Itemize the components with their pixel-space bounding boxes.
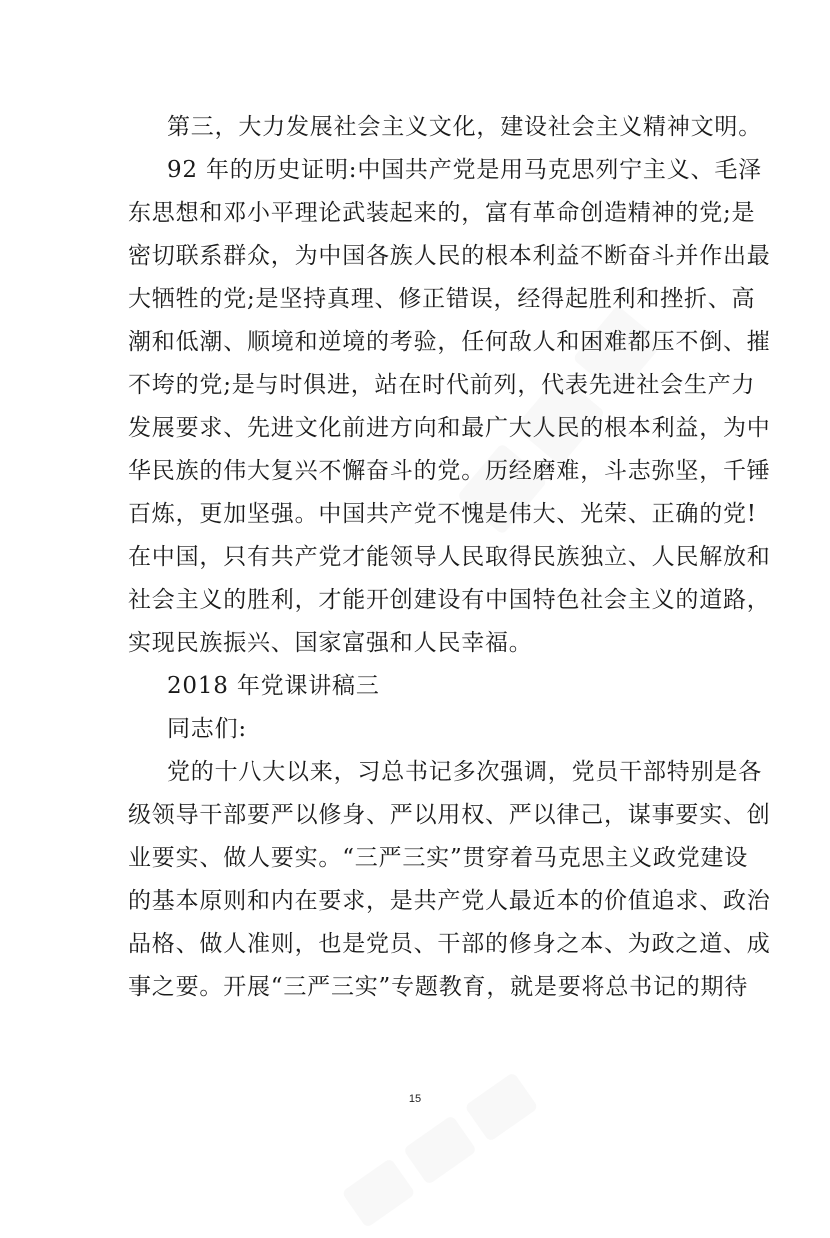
paragraph-line: 92 年的历史证明:中国共产党是用马克思列宁主义、毛泽 xyxy=(167,157,762,183)
paragraph-line: 实现民族振兴、国家富强和人民幸福。 xyxy=(128,630,533,656)
paragraph-line: 社会主义的胜利，才能开创建设有中国特色社会主义的道路， xyxy=(128,587,771,613)
section-heading: 2018 年党课讲稿三 xyxy=(167,673,380,699)
paragraph-line: 第三，大力发展社会主义文化，建设社会主义精神文明。 xyxy=(167,114,762,140)
page-number: 15 xyxy=(408,1093,422,1105)
paragraph-line: 大牺牲的党;是坚持真理、修正错误，经得起胜利和挫折、高 xyxy=(128,286,756,312)
salutation: 同志们: xyxy=(167,716,247,742)
paragraph-line: 不垮的党;是与时俱进，站在时代前列，代表先进社会生产力 xyxy=(128,372,756,398)
paragraph-line: 在中国，只有共产党才能领导人民取得民族独立、人民解放和 xyxy=(128,544,771,570)
paragraph-line: 潮和低潮、顺境和逆境的考验，任何敌人和困难都压不倒、摧 xyxy=(128,329,771,355)
paragraph-line: 百炼，更加坚强。中国共产党不愧是伟大、光荣、正确的党! xyxy=(128,501,757,527)
paragraph-line: 党的十八大以来，习总书记多次强调，党员干部特别是各 xyxy=(167,759,762,785)
paragraph-line: 级领导干部要严以修身、严以用权、严以律己，谋事要实、创 xyxy=(128,802,771,828)
paragraph-line: 的基本原则和内在要求，是共产党人最近本的价值追求、政治 xyxy=(128,888,771,914)
paragraph-line: 业要实、做人要实。“三严三实”贯穿着马克思主义政党建设 xyxy=(128,845,749,871)
watermark-icon xyxy=(333,1062,548,1237)
paragraph-line: 密切联系群众，为中国各族人民的根本利益不断奋斗并作出最 xyxy=(128,243,771,269)
paragraph-line: 品格、做人准则，也是党员、干部的修身之本、为政之道、成 xyxy=(128,931,771,957)
paragraph-line: 华民族的伟大复兴不懈奋斗的党。历经磨难，斗志弥坚，千锤 xyxy=(128,458,771,484)
paragraph-line: 事之要。开展“三严三实”专题教育，就是要将总书记的期待 xyxy=(128,974,749,1000)
paragraph-line: 发展要求、先进文化前进方向和最广大人民的根本利益，为中 xyxy=(128,415,771,441)
paragraph-line: 东思想和邓小平理论武装起来的，富有革命创造精神的党;是 xyxy=(128,200,756,226)
